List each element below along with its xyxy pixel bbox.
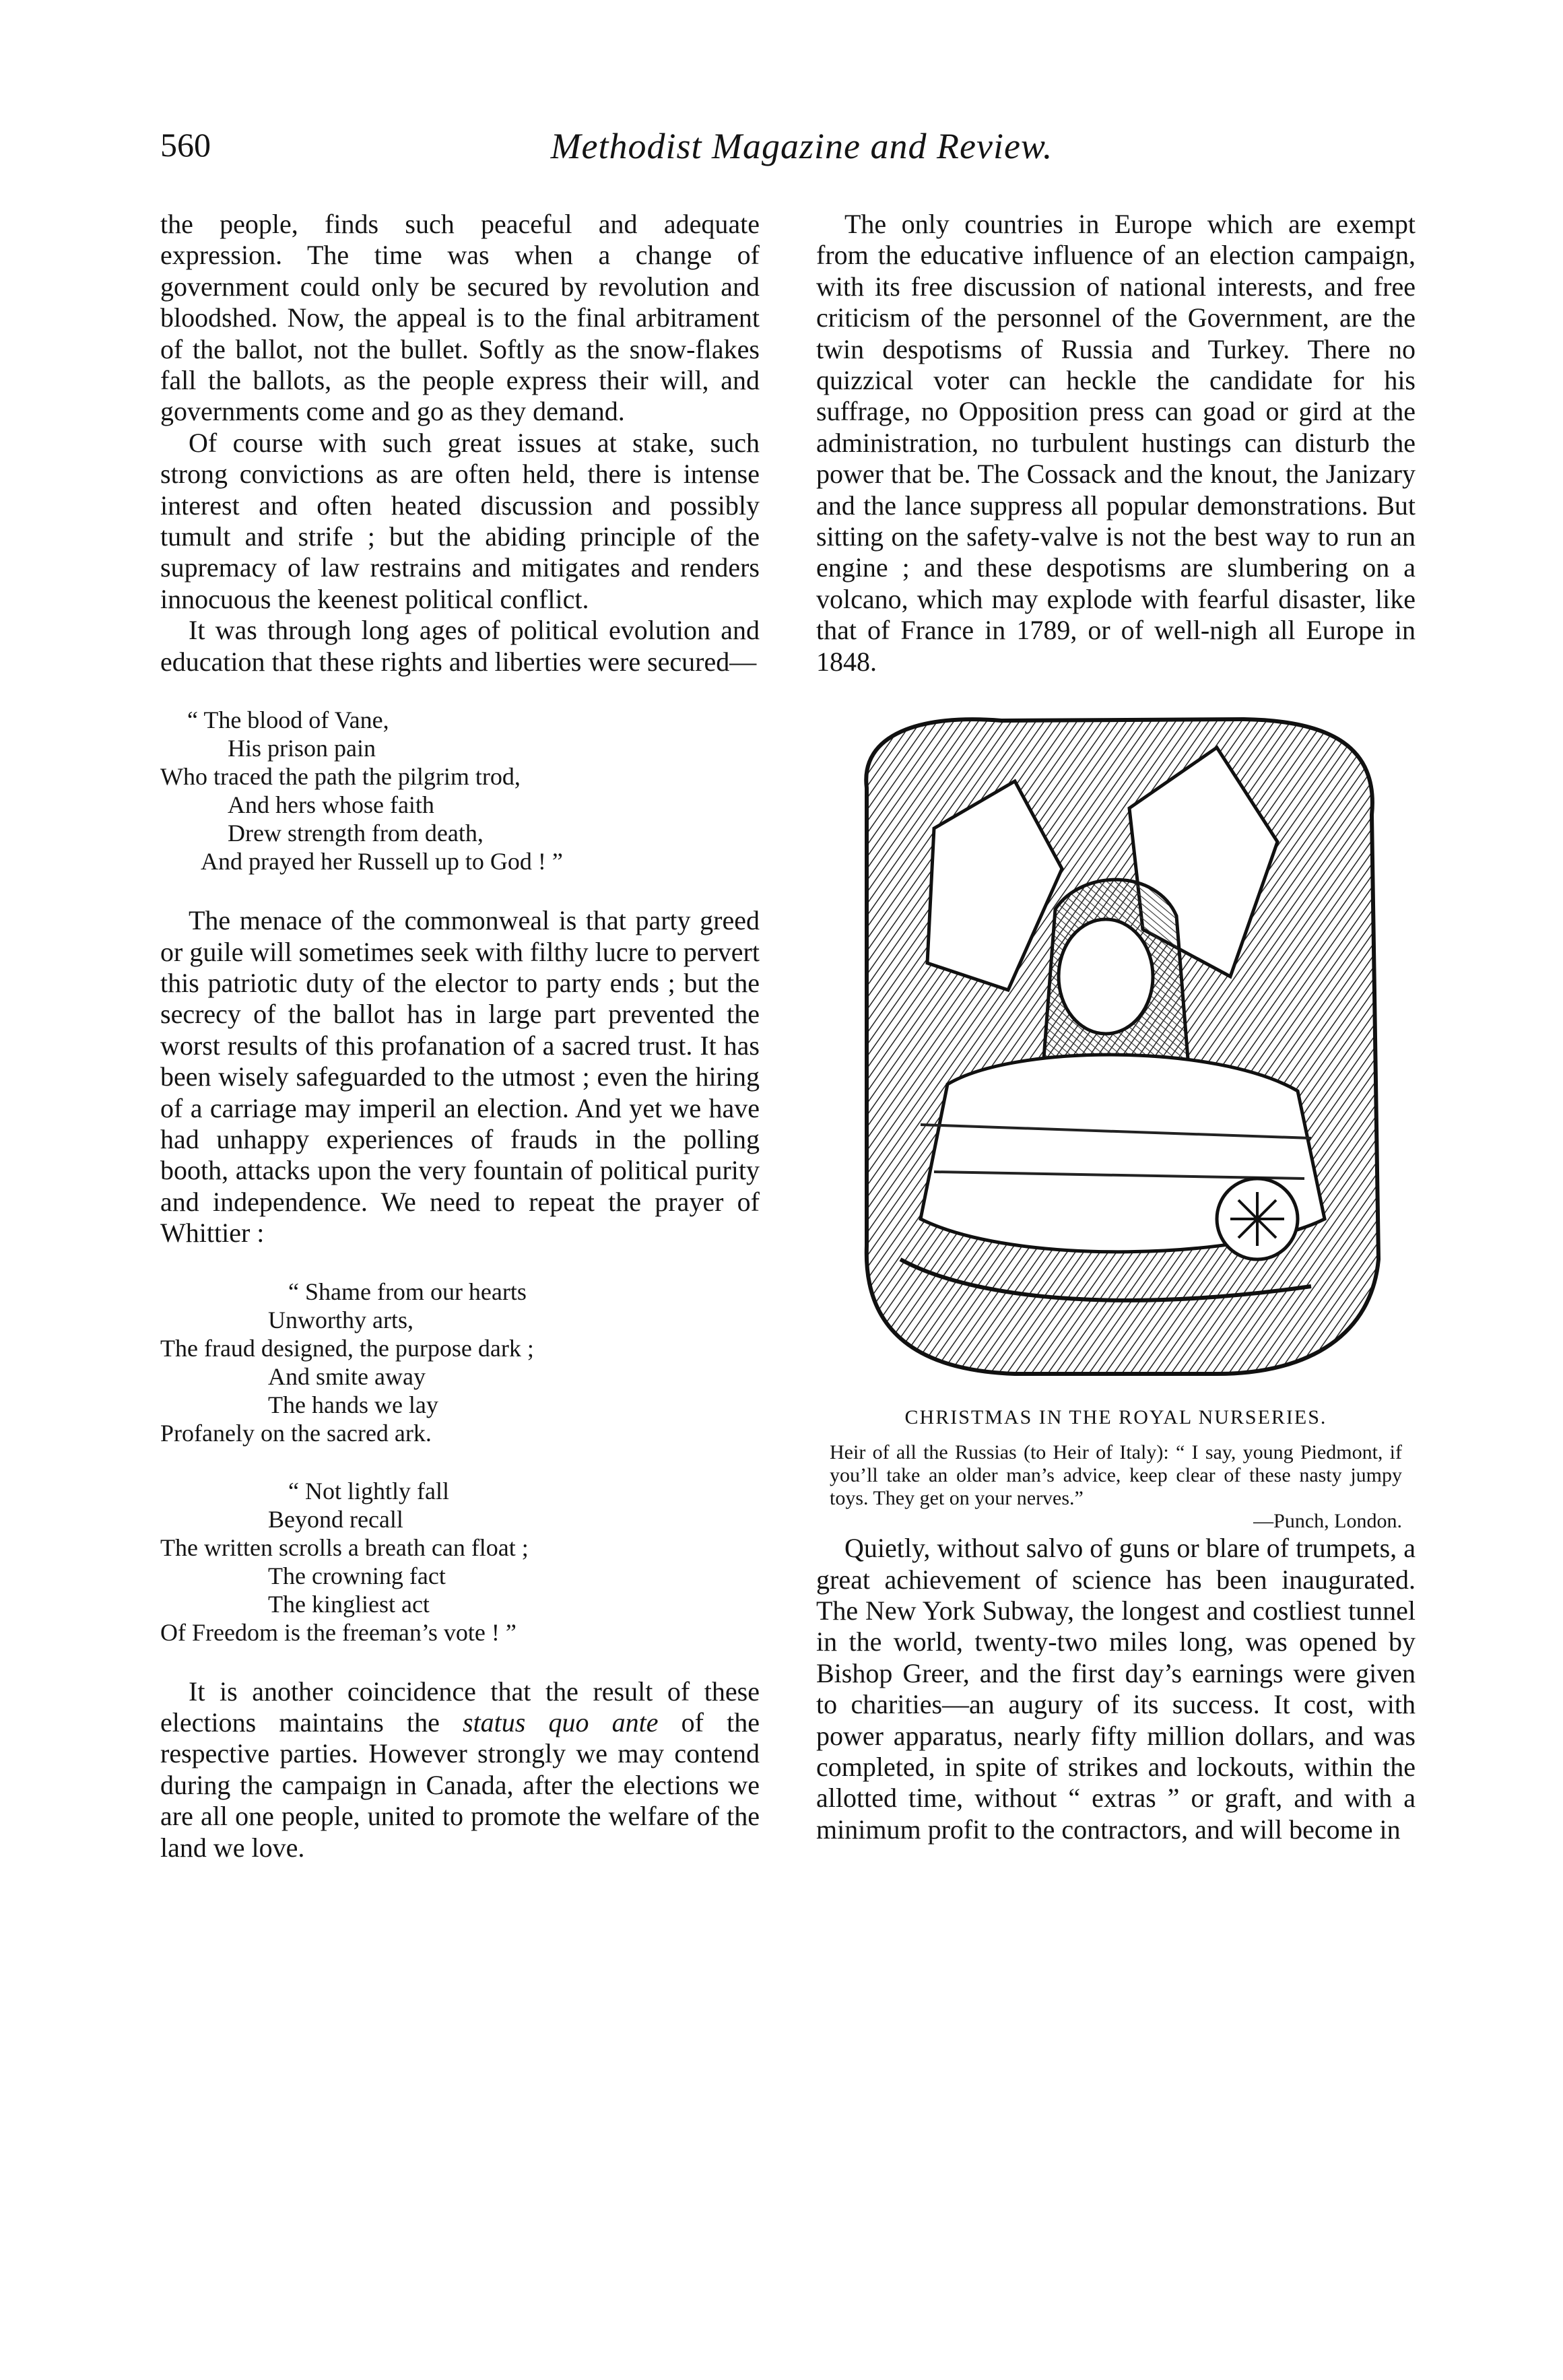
verse-line: Unworthy arts,: [268, 1306, 413, 1333]
page-header: [160, 125, 1443, 179]
verse-line: Who traced the path the pilgrim trod,: [160, 763, 521, 791]
paragraph-text: of the respective parties. However strongly we may contend during the campaign in Canada, after the elections we are all one people, united to promote the welfare of the land we love.: [160, 1707, 760, 1863]
caption-credit: —Punch, London.: [1253, 1510, 1402, 1533]
verse-line: And prayed her Russell up to God ! ”: [201, 848, 563, 875]
verse-line: And hers whose faith: [228, 791, 434, 819]
verse-whittier-1: [160, 1278, 760, 1447]
cartoon-illustration: [840, 707, 1392, 1381]
paragraph: [160, 1676, 760, 1863]
paragraph: It was through long ages of political evolution and education that these rights and liberties were secured—: [160, 615, 760, 677]
right-column: [816, 209, 1416, 1845]
verse-line: Of Freedom is the freeman’s vote ! ”: [160, 1618, 517, 1646]
verse-line: “ Not lightly fall: [288, 1477, 449, 1505]
paragraph: The only countries in Europe which are exempt from the educative influence of an election campaign, with its free discussion of national interests, and free criticism of the personnel of the Government, are the twin despotisms of Russia and Turkey. There no quizzical voter can heckle the candidate for his suffrage, no Opposition press can goad or gird at the administration, no turbulent hustings can disturb the power that be. The Cossack and the knout, the Janizary and the lance suppress all popular demonstrations. But sitting on the safety-valve is not the best way to run an engine ; and these despotisms are slumbering on a volcano, which may explode with fearful disaster, like that of France in 1789, or of well-nigh all Europe in 1848.: [816, 209, 1416, 677]
page-number: 560: [160, 126, 211, 164]
paragraph: Of course with such great issues at stake, such strong convictions as are often held, there is intense interest and often heated discussion and possibly tumult and strife ; but the abiding principle of the supremacy of law restrains and mitigates and renders innocuous the keenest political conflict.: [160, 427, 760, 614]
verse-line: Profanely on the sacred ark.: [160, 1419, 432, 1447]
left-column: [160, 209, 760, 1863]
verse-line: The written scrolls a breath can float ;: [160, 1533, 529, 1561]
verse-line: And smite away: [268, 1362, 426, 1390]
verse-line: “ Shame from our hearts: [288, 1278, 527, 1305]
verse-line: The fraud designed, the purpose dark ;: [160, 1334, 534, 1362]
verse-line: The hands we lay: [268, 1391, 438, 1418]
verse-line: “ The blood of Vane,: [187, 706, 389, 734]
verse-line: Drew strength from death,: [228, 820, 484, 847]
verse-line: The kingliest act: [268, 1590, 430, 1618]
verse-vane: [160, 706, 760, 875]
running-title: Methodist Magazine and Review.: [550, 126, 1053, 166]
verse-line: The crowning fact: [268, 1562, 446, 1589]
paragraph: Quietly, without salvo of guns or blare of trumpets, a great achievement of science has been inaugurated. The New York Subway, the longest and costliest tunnel in the world, twenty-two miles long, was opened by Bishop Greer, and the first day’s earnings were given to charities—an augury of its success. It cost, with power apparatus, nearly fifty million dollars, and was completed, in spite of strikes and lockouts, within the allotted time, without “ extras ” or graft, and with a minimum profit to the contractors, and will become in: [816, 1533, 1416, 1845]
cartoon-figure: [816, 707, 1416, 1533]
caption-title: CHRISTMAS IN THE ROYAL NURSERIES.: [904, 1406, 1327, 1429]
paragraph: the people, finds such peaceful and adequate expression. The time was when a change of government could only be secured by revolution and bloodshed. Now, the appeal is to the final arbitrament of the ballot, not the bullet. Softly as the snow-flakes fall the ballots, as the people express their will, and governments come and go as they demand.: [160, 209, 760, 427]
verse-line: His prison pain: [228, 735, 376, 762]
verse-line: Beyond recall: [268, 1505, 403, 1533]
italic-phrase: status quo ante: [463, 1707, 659, 1738]
paragraph: The menace of the commonweal is that party greed or guile will sometimes seek with filthy lucre to pervert this patriotic duty of the elector to party ends ; but the secrecy of the ballot has in large part prevented the worst results of this profanation of a sacred trust. It has been wisely safeguarded to the utmost ; even the hiring of a carriage may imperil an election. And yet we have had unhappy experiences of frauds in the polling booth, attacks upon the very fountain of political purity and independence. We need to repeat the prayer of Whittier :: [160, 905, 760, 1249]
verse-whittier-2: [160, 1477, 760, 1647]
paragraph-text: It is another coincidence that the result of these elections maintains the: [160, 1676, 760, 1738]
caption-text: Heir of all the Russias (to Heir of Italy): “ I say, young Piedmont, if you’ll take an older man’s advice, keep clear of these nasty jumpy toys. They get on your nerves.”: [830, 1441, 1402, 1510]
